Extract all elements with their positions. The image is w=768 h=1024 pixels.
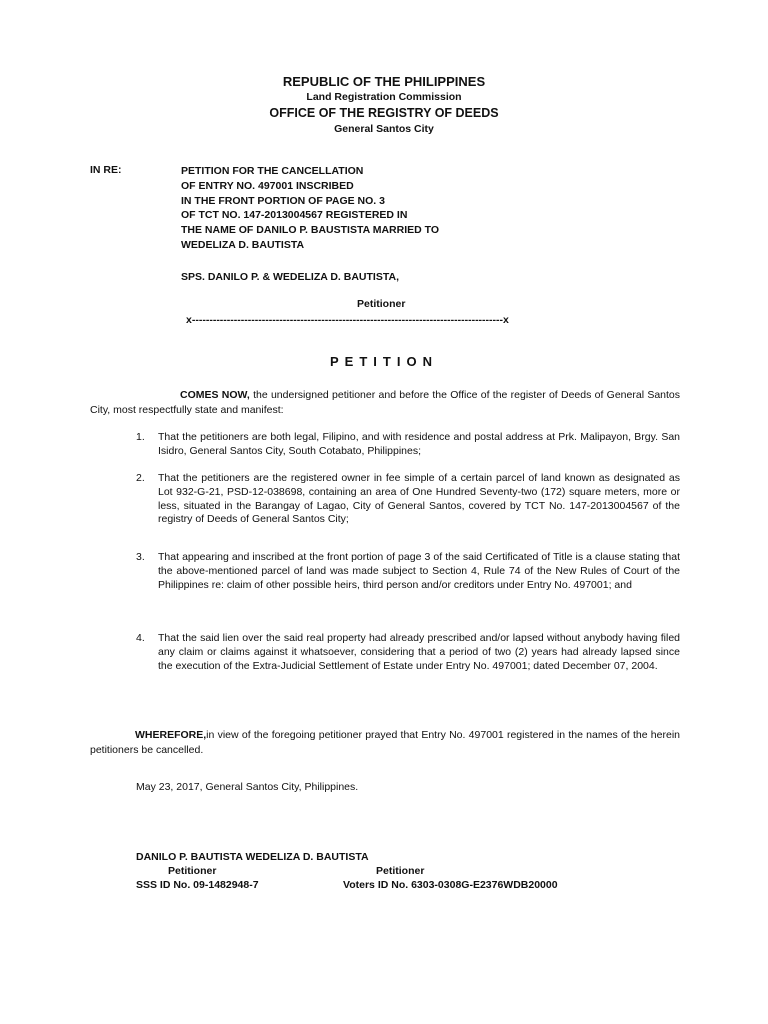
left-signatory-id: SSS ID No. 09-1482948-7 [136, 879, 259, 891]
caption-separator: x-----------------------------------------------------------------------------------------x [186, 314, 509, 326]
in-re-line: IN THE FRONT PORTION OF PAGE NO. 3 [181, 194, 385, 207]
wherefore-lead: WHEREFORE, [135, 729, 207, 741]
left-signatory-role: Petitioner [168, 865, 217, 877]
in-re-caption [181, 164, 439, 253]
list-item: That the petitioners are the registered owner in fee simple of a certain parcel of land known as designated as Lot 932-G-21, PSD-12-038698, containing an area of One Hundred Seventy-two (172) square meters, more or less, situated in the Barangay of Lagao, City of General Santos, covered by TCT No. 147-2013004567 of the registry of Deeds of General Santos City; [158, 472, 680, 526]
intro-lead: COMES NOW, [180, 389, 250, 401]
in-re-label: IN RE: [90, 164, 122, 176]
in-re-line: OF ENTRY NO. 497001 INSCRIBED [181, 179, 354, 192]
petitioner-label: Petitioner [357, 298, 406, 310]
intro-text: the undersigned petitioner and before the Office of the register of Deeds of General Santos City, most respectfully state and manifest: [90, 389, 681, 416]
item-number: 4. [136, 632, 145, 644]
item-number: 1. [136, 431, 145, 443]
date-line: May 23, 2017, General Santos City, Philippines. [136, 781, 359, 793]
list-item: That the said lien over the said real property had already prescribed and/or lapsed without anybody having filed any claim or claims against it whatsoever, considering that a period of two (2) years had already lapsed since the execution of the Extra-Judicial Settlement of Estate under Entry No. 497001; dated December 07, 2004. [158, 632, 680, 672]
header-office: OFFICE OF THE REGISTRY OF DEEDS [269, 106, 499, 120]
list-item: That appearing and inscribed at the front portion of page 3 of the said Certificated of Title is a clause stating that the above-mentioned parcel of land was made subject to Section 4, Rule 74 of the New Rules of Court of the Philippines re: claim of other possible heirs, third person and/or creditors under Entry No. 497001; and [158, 551, 680, 591]
right-signatory-id: Voters ID No. 6303-0308G-E2376WDB20000 [343, 879, 558, 891]
header-commission: Land Registration Commission [306, 91, 462, 103]
wherefore-paragraph [90, 728, 680, 758]
signatory-names: DANILO P. BAUTISTA WEDELIZA D. BAUTISTA [136, 851, 369, 863]
right-signatory-role: Petitioner [376, 865, 425, 877]
parties-line: SPS. DANILO P. & WEDELIZA D. BAUTISTA, [181, 271, 399, 283]
wherefore-text: in view of the foregoing petitioner prayed that Entry No. 497001 registered in the names of the herein petitioners be cancelled. [90, 729, 680, 756]
in-re-line: PETITION FOR THE CANCELLATION [181, 165, 364, 177]
header-republic: REPUBLIC OF THE PHILIPPINES [282, 74, 486, 89]
document-title: PETITION [330, 354, 438, 369]
in-re-line: WEDELIZA D. BAUTISTA [181, 238, 305, 251]
intro-paragraph [90, 388, 680, 418]
in-re-line: THE NAME OF DANILO P. BAUSTISTA MARRIED TO [181, 224, 440, 237]
list-item: That the petitioners are both legal, Filipino, and with residence and postal address at Prk. Malipayon, Brgy. San Isidro, General Santos City, South Cotabato, Philippines; [158, 431, 680, 457]
item-number: 2. [136, 472, 145, 484]
in-re-line: OF TCT NO. 147-2013004567 REGISTERED IN [181, 209, 408, 222]
item-number: 3. [136, 551, 145, 563]
header-city: General Santos City [334, 123, 434, 135]
